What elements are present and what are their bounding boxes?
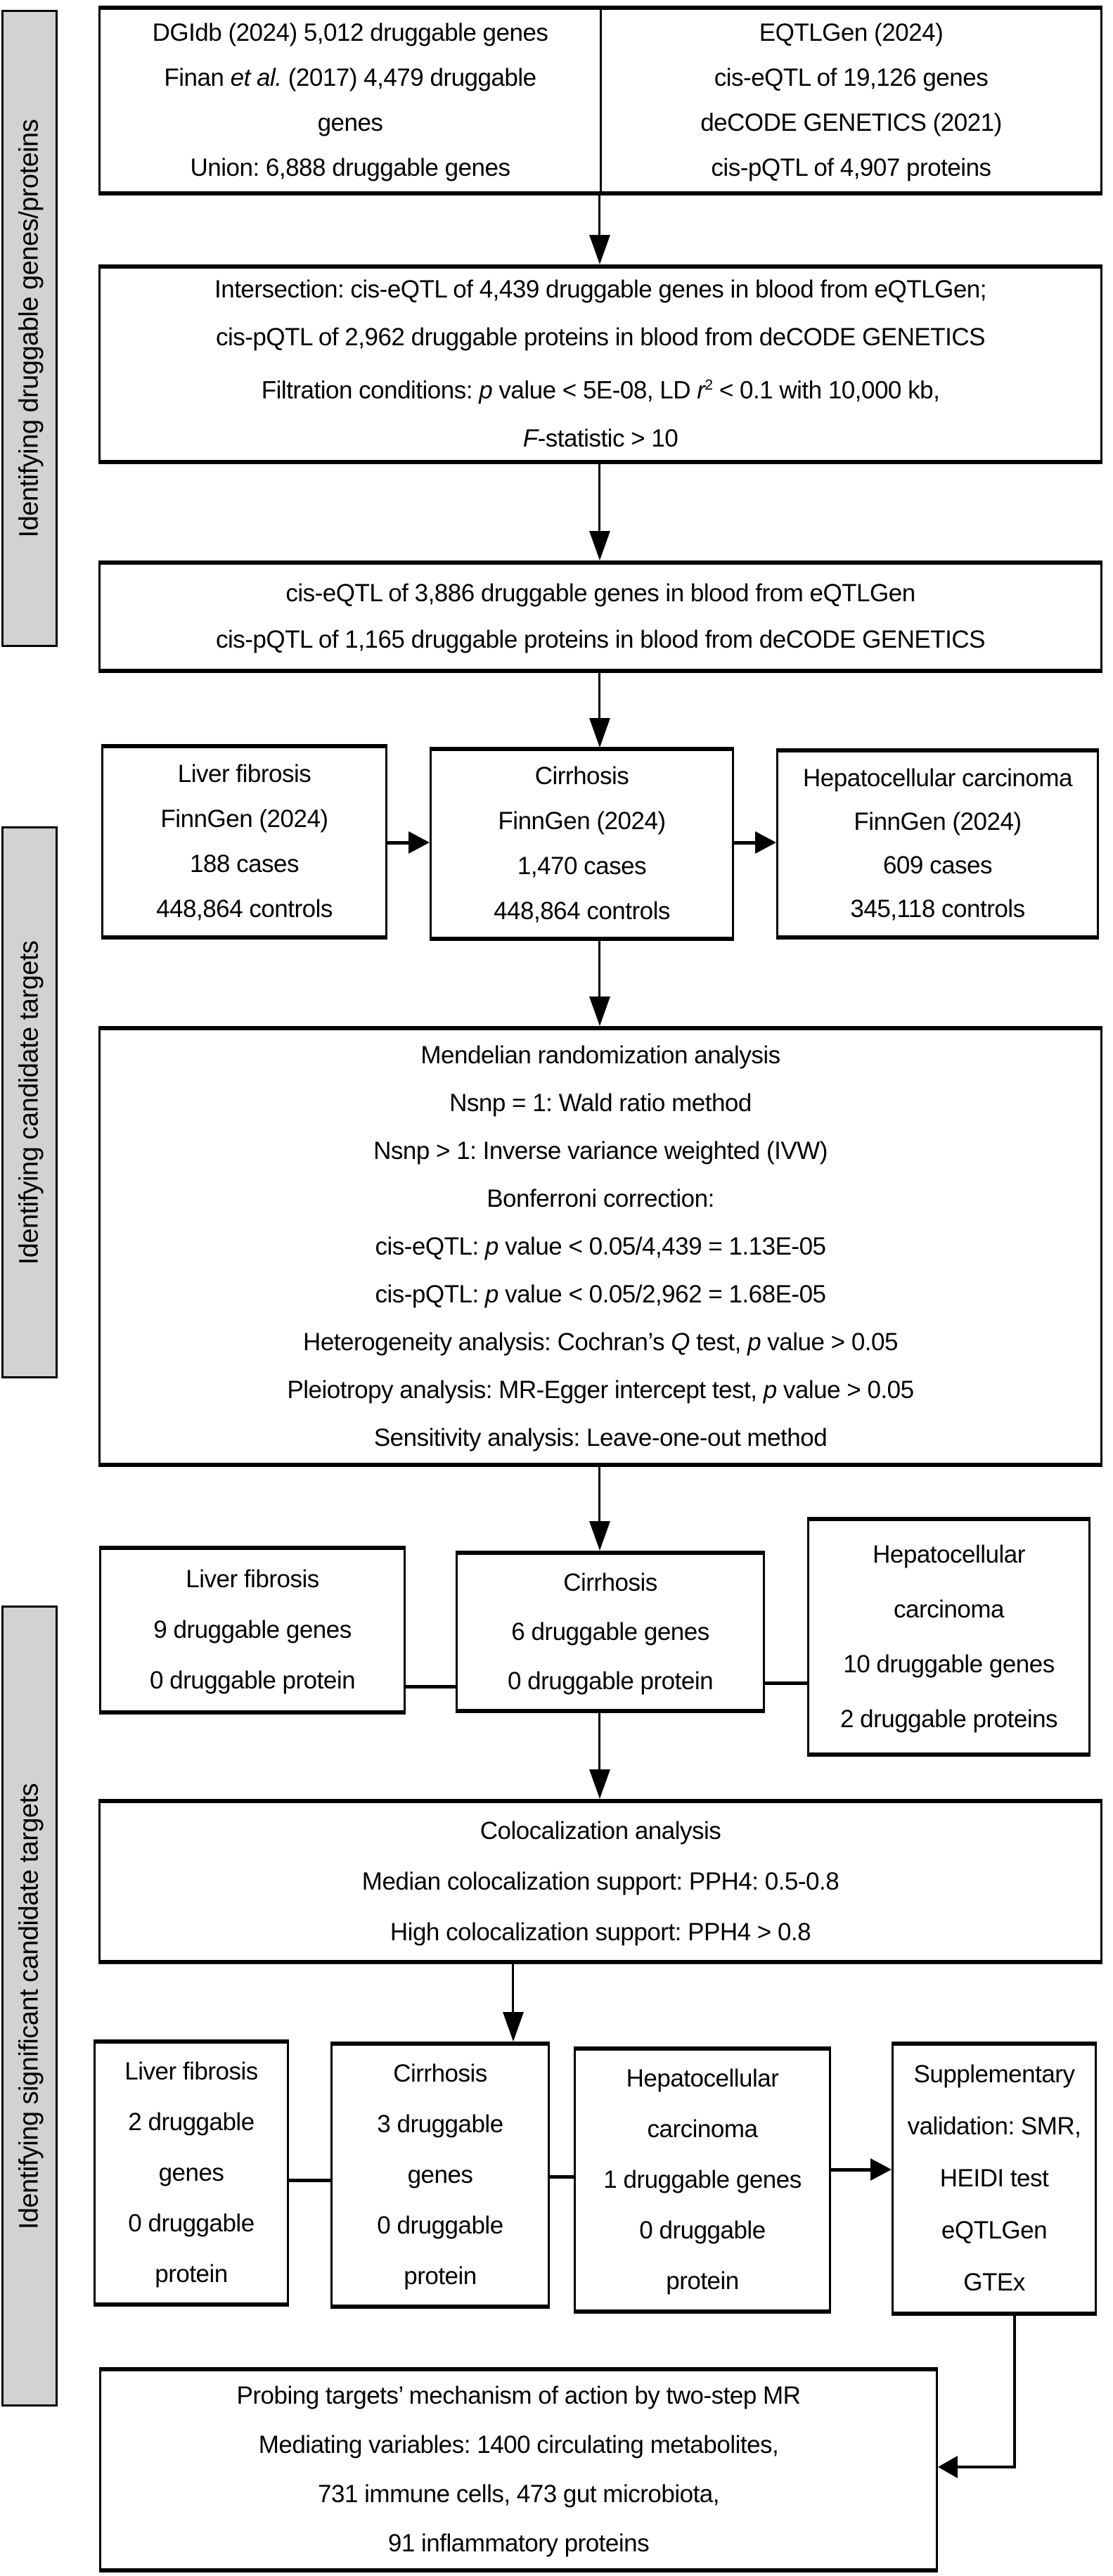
text-line: Probing targets’ mechanism of action by two-step MR [236,2382,801,2409]
text-line: 188 cases [189,850,300,878]
text-line: genes [317,109,383,136]
text-line: GTEx [963,2269,1025,2296]
text-line: FinnGen (2024) [160,805,328,833]
text-line: FinnGen (2024) [498,807,666,835]
text-line: Sensitivity analysis: Leave-one-out method [373,1423,828,1452]
text-line: 345,118 controls [850,895,1025,923]
text-line: cis-eQTL of 19,126 genes [714,64,989,91]
text-line: 609 cases [882,852,993,879]
text-line: deCODE GENETICS (2021) [700,109,1002,136]
text-line: Finan et al. (2017) 4,479 druggable [164,64,536,91]
text-line: Colocalization analysis [480,1816,721,1845]
text-line: cis-pQTL of 4,907 proteins [711,154,991,181]
text-line: 731 immune cells, 473 gut microbiota, [318,2480,719,2508]
text-line: Liver fibrosis [177,760,311,788]
text-line: Cirrhosis [563,1568,657,1596]
text-line: 1 druggable genes [603,2166,802,2193]
sidebar-section-label: Identifying candidate targets [14,940,44,1264]
text-line: 0 druggable [377,2212,503,2239]
text-line: Liver fibrosis [124,2058,258,2085]
box-colocalization [98,1799,1102,1964]
text-line: Mediating variables: 1400 circulating metabolites, [258,2431,779,2459]
text-line: cis-pQTL: p value < 0.05/2,962 = 1.68E-05 [375,1280,826,1308]
connector-line [289,2179,330,2182]
text-line: 6 druggable genes [511,1617,709,1646]
text-line: Mendelian randomization analysis [420,1041,780,1069]
text-line: eQTLGen [941,2217,1048,2244]
text-line: F-statistic > 10 [522,424,678,452]
text-line: 2 druggable proteins [839,1705,1058,1733]
text-line: 2 druggable [128,2108,255,2136]
text-line: 9 druggable genes [153,1616,352,1643]
text-line: Intersection: cis-eQTL of 4,439 druggable genes in blood from eQTLGen; [214,276,986,304]
text-line: carcinoma [894,1595,1004,1623]
connector-line [765,1681,807,1685]
text-line: carcinoma [647,2115,758,2143]
box-mr-result-liver-fibrosis [99,1546,406,1715]
text-line: 0 druggable protein [149,1667,356,1694]
text-line: Cirrhosis [534,762,629,790]
text-line: Filtration conditions: p value < 5E-08, LD $r^2 < 0.1$ with 10,000 kb, [261,376,940,404]
box-gwas-hepatocellular-carcinoma [776,748,1099,940]
text-line: 1,470 cases [517,852,647,880]
text-line: 0 druggable [128,2210,255,2237]
text-line: validation: SMR, [907,2113,1081,2140]
text-line: Nsnp > 1: Inverse variance weighted (IVW) [373,1136,828,1165]
sidebar-section-label: Identifying druggable genes/proteins [14,119,44,538]
text-line: 10 druggable genes [843,1650,1055,1678]
connector-line [550,2175,574,2179]
box-source-row [98,6,1102,196]
sidebar-section-druggable-genes [1,10,58,647]
text-line: genes [407,2161,473,2189]
text-line: Union: 6,888 druggable genes [190,154,510,181]
box-mr-result-hepatocellular-carcinoma [807,1517,1091,1757]
text-line: Bonferroni correction: [487,1184,714,1212]
text-line: protein [155,2260,228,2288]
text-line: cis-eQTL of 3,886 druggable genes in blood from eQTLGen [285,579,915,607]
text-line: Supplementary [913,2061,1075,2088]
text-line: protein [666,2267,739,2295]
text-line: 91 inflammatory proteins [387,2530,650,2557]
sidebar-section-candidate-targets [1,826,58,1378]
box-mr-result-cirrhosis [456,1551,765,1713]
text-line: Pleiotropy analysis: MR-Egger intercept test, p value > 0.05 [287,1376,914,1404]
text-line: genes [158,2159,224,2186]
text-line: Cirrhosis [393,2060,487,2087]
box-intersection-filtration [98,264,1102,464]
text-line: Hepatocellular [626,2065,779,2092]
text-line: Hepatocellular carcinoma [803,764,1072,792]
connector-line [406,1685,456,1689]
box-supplementary-validation [892,2042,1097,2316]
sidebar-section-label: Identifying significant candidate targets [14,1783,44,2229]
text-line: FinnGen (2024) [854,808,1022,835]
box-gwas-cirrhosis [430,747,734,941]
box-qtl-sources [602,10,1100,191]
box-filtered-qtl [98,560,1102,673]
text-line: Nsnp = 1: Wald ratio method [449,1089,752,1117]
text-line: HEIDI test [939,2165,1049,2192]
text-line: Median colocalization support: PPH4: 0.5-0.8 [361,1867,839,1895]
box-druggable-gene-sources [101,10,602,191]
box-mechanism-two-step-mr [99,2367,938,2572]
text-line: cis-pQTL of 1,165 druggable proteins in blood from deCODE GENETICS [215,626,985,653]
box-coloc-result-hepatocellular-carcinoma [574,2046,831,2314]
box-mendelian-randomization [98,1026,1102,1467]
text-line: Liver fibrosis [186,1565,319,1593]
text-line: protein [404,2262,477,2290]
text-line: 448,864 controls [156,895,333,923]
sidebar-section-significant-targets [1,1606,58,2407]
box-gwas-liver-fibrosis [101,744,387,940]
text-line: cis-eQTL: p value < 0.05/4,439 = 1.13E-05 [375,1232,826,1260]
text-line: High colocalization support: PPH4 > 0.8 [390,1918,811,1946]
box-coloc-result-liver-fibrosis [94,2039,289,2307]
text-line: cis-pQTL of 2,962 druggable proteins in blood from deCODE GENETICS [215,323,985,352]
text-line: 448,864 controls [494,897,670,925]
text-line: 0 druggable protein [507,1667,714,1695]
text-line: Heterogeneity analysis: Cochran’s Q test, p value > 0.05 [303,1328,898,1356]
text-line: Hepatocellular [873,1540,1025,1568]
text-line: 3 druggable [377,2110,503,2138]
text-line: DGIdb (2024) 5,012 druggable genes [152,19,548,46]
box-coloc-result-cirrhosis [330,2042,550,2309]
text-line: EQTLGen (2024) [759,19,944,46]
text-line: 0 druggable [639,2217,766,2244]
